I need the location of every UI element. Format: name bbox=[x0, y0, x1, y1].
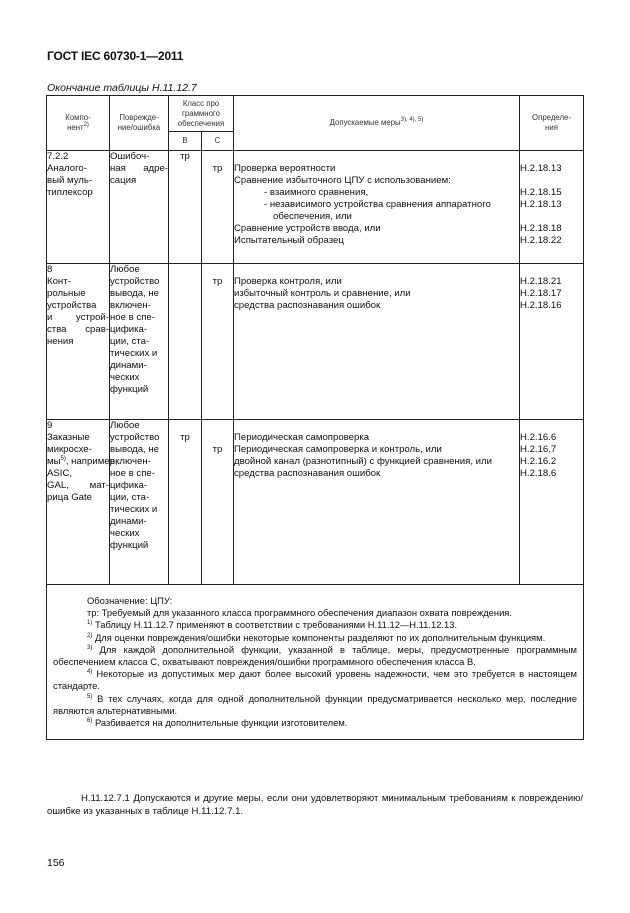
table-row bbox=[47, 420, 584, 585]
class-c-cell: тр bbox=[202, 151, 234, 264]
notes-tr: тр: Требуемый для указанного класса программного обеспечения диапазон охвата повреждения. bbox=[87, 607, 512, 619]
note-3: $^{3)}$ Для каждой дополнительной функции, указанной в таблице, меры, предусмотренные программным обеспечением класса С, охватывают повреждения/ошибки программного обеспечения класса В. bbox=[53, 643, 577, 668]
note-1: $^{1)}$ Таблицу H.11.12.7 применяют в соответствии с требованиями H.11.12—H.11.12.13. bbox=[87, 619, 458, 631]
table-row bbox=[47, 264, 584, 420]
class-c-cell: тр bbox=[202, 264, 234, 420]
class-b-cell: тр bbox=[169, 151, 202, 264]
fault-cell: Любое устройство вывода, не включен- ное в спе- цифика- ции, ста- тических и динами- ческих функций bbox=[110, 264, 169, 420]
page-number: 156 bbox=[47, 857, 65, 869]
measures-cell: Проверка вероятности Сравнение избыточного ЦПУ с использованием: - взаимного сравнения, - независимого устройства сравнения аппаратного обеспечения, или Сравнение устройств ввода, или Испытательный образец bbox=[234, 151, 520, 264]
measures-cell: Проверка контроля, или избыточный контроль и сравнение, или средства распознавания ошибок bbox=[234, 264, 520, 420]
measures-cell: Периодическая самопроверка Периодическая самопроверка и контроль, или двойной канал (разнотипный) с функцией сравнения, или средства распознавания ошибок bbox=[234, 420, 520, 585]
table-notes-row bbox=[47, 585, 584, 740]
class-c-cell: тр bbox=[202, 420, 234, 585]
definitions-cell: H.2.16.6 H.2.16.7 H.2.16.2 H.2.18.6 bbox=[520, 420, 584, 585]
table-caption: Окончание таблицы H.11.12.7 bbox=[47, 82, 197, 94]
header-fault: Поврежде- ние/ошибка bbox=[110, 96, 169, 151]
note-5: $^{5)}$ В тех случаях, когда для одной дополнительной функции предусматривается несколько мер, последние являются альтернативными. bbox=[53, 692, 577, 716]
notes-title: Обозначение: ЦПУ: bbox=[87, 595, 173, 606]
table-notes bbox=[47, 585, 584, 740]
definitions-cell: H.2.18.13 H.2.18.15 H.2.18.13 H.2.18.18 H.2.18.22 bbox=[520, 151, 584, 264]
class-b-cell bbox=[169, 264, 202, 420]
header-class-c: С bbox=[202, 132, 234, 151]
table-row bbox=[47, 151, 584, 264]
header-measures: Допускаемые меры$^{3), 4), 5)}$ bbox=[234, 96, 520, 151]
document-header: ГОСТ IEC 60730-1—2011 bbox=[47, 49, 184, 63]
component-cell: 7.2.2 Аналого- вый муль- типлексор bbox=[47, 151, 110, 264]
note-4: $^{4)}$ Некоторые из допустимых мер дают более высокий уровень надежности, чем это требуется в настоящем стандарте. bbox=[53, 668, 577, 692]
class-b-cell: тр bbox=[169, 420, 202, 585]
note-2: $^{2)}$ Для оценки повреждения/ошибки некоторые компоненты разделяют по их дополнительным функциям. bbox=[87, 631, 546, 643]
definitions-cell: H.2.18.21 H.2.18.17 H.2.18.16 bbox=[520, 264, 584, 420]
component-cell: 9 Заказные микросхе- $мы^{5)}$, например, ASIC, GAL, мат- рица Gate bbox=[47, 420, 110, 585]
header-component: Компо- нент$^{2)}$ bbox=[47, 96, 110, 151]
component-cell: 8 Конт- рольные устройства и устрой- ства срав- нения bbox=[47, 264, 110, 420]
header-class-b: В bbox=[169, 132, 202, 151]
header-definitions: Определе- ния bbox=[520, 96, 584, 151]
header-software-class: Класс про граммного обеспечения bbox=[169, 96, 234, 132]
fault-cell: Ошибоч- ная адре- сация bbox=[110, 151, 169, 264]
fault-cell: Любое устройство вывода, не включен- ное в спе- цифика- ции, ста- тических и динами- ческих функций bbox=[110, 420, 169, 585]
footer-paragraph: H.11.12.7.1 Допускаются и другие меры, если они удовлетворяют минимальным требованиям к повреждению/ошибке из указанных в таблице H.11.12.7.1. bbox=[47, 793, 583, 817]
note-6: $^{6)}$ Разбивается на дополнительные функции изготовителем. bbox=[87, 717, 348, 729]
measures-table bbox=[46, 95, 584, 740]
